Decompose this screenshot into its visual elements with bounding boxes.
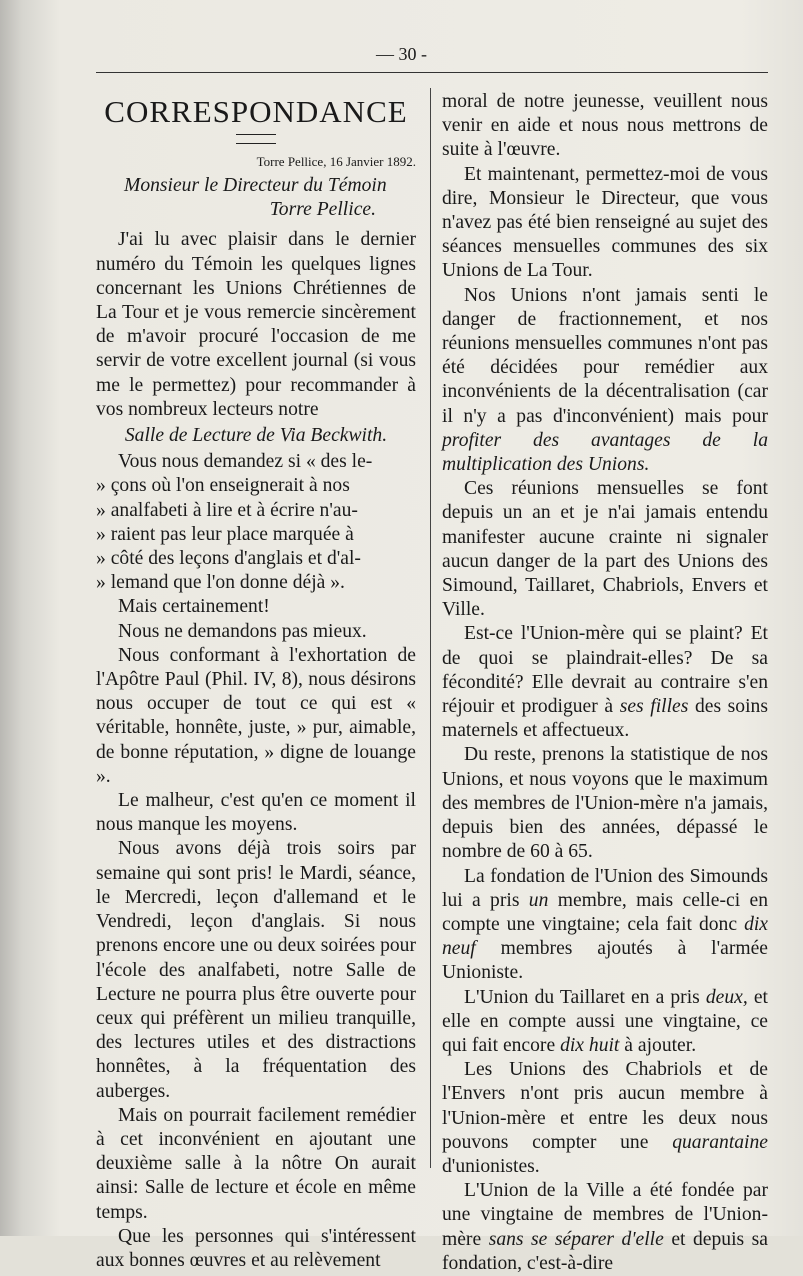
- text-run: et depuis sa fondation, c'est-à-dire: [442, 1228, 769, 1274]
- text-run: L'Union du Taillaret en a pris: [464, 986, 706, 1008]
- paragraph: Nous avons déjà trois soirs par semaine qui sont pris! le Mardi, séance, le Mercredi, leçon d'allemand et le Vendredi, leçon d'anglais. Si nous prenons encore une ou deux soirées pour l'école des analfabeti, notre Salle de Lecture ne pourra plus être ouverte pour ceux qui préfèrent un milieu tranquille, des lectures utiles et des distractions honnêtes, à la fréquentation des auberges.: [96, 838, 416, 1102]
- paragraph: [442, 622, 768, 743]
- text-run-italic: deux,: [705, 986, 748, 1008]
- page-number: — 30 -: [376, 44, 427, 64]
- text-run-italic: profiter des avantages de la multiplication des Unions.: [442, 429, 768, 476]
- dateline: Torre Pellice, 16 Janvier 1892.: [256, 154, 416, 169]
- quote-line: » raient pas leur place marquée à: [96, 523, 354, 545]
- text-run-italic: quarantaine: [672, 1131, 768, 1153]
- paragraph: [442, 865, 768, 986]
- paragraph: [442, 986, 768, 1059]
- text-run: membres ajoutés à l'armée Unioniste.: [442, 938, 768, 984]
- paragraph: Et maintenant, permettez-moi de vous dire, Monsieur le Directeur, que vous n'avez pas été bien renseigné au sujet des séances mensuelles communes des six Unions de La Tour.: [442, 163, 768, 282]
- text-run: Les Unions des Chabriols et de l'Envers n'ont pris aucun membre à l'Union-mère et entre les deux nous pouvons compter une: [442, 1059, 768, 1153]
- text-run: Nos Unions n'ont jamais senti le danger de fractionnement, et nos réunions mensuelles communes n'ont pas été décidées pour remédier aux inconvénients de la décentralisation (car il n'y a pas d'inconvénient) mais pour: [442, 284, 768, 427]
- quote-line: Vous nous demandez si « des le-: [118, 451, 373, 473]
- text-run-italic: dix huit: [560, 1034, 620, 1056]
- text-run: des soins maternels et affectueux.: [442, 696, 768, 742]
- header-rule: [96, 72, 768, 73]
- paragraph: Du reste, prenons la statistique de nos Unions, et nous voyons que le maximum des membres de l'Union-mère n'a jamais, depuis bien des années, dépassé le nombre de 60 à 65.: [442, 744, 768, 863]
- text-run-italic: sans se séparer d'elle: [488, 1228, 664, 1250]
- text-run: d'unionistes.: [442, 1155, 540, 1177]
- quote-line: » lemand que l'on donne déjà ».: [96, 572, 345, 594]
- article-heading: CORRESPONDANCE: [104, 94, 408, 129]
- paragraph: [442, 284, 768, 478]
- paragraph: Que les personnes qui s'intéressent aux bonnes œuvres et au relèvement: [96, 1225, 416, 1271]
- paragraph: Le malheur, c'est qu'en ce moment il nous manque les moyens.: [96, 790, 416, 836]
- reading-room-title: Salle de Lecture de Via Beckwith.: [124, 425, 388, 447]
- salutation-line-2: Torre Pellice.: [269, 199, 376, 221]
- text-run: et elle en compte aussi une vingtaine, ce qui fait encore: [442, 986, 769, 1056]
- paragraph: Mais certainement!: [118, 596, 270, 618]
- right-column: [442, 90, 768, 1276]
- paragraph: J'ai lu avec plaisir dans le dernier numéro du Témoin les quelques lignes concernant les Unions Chrétiennes de La Tour et je vous remercie sincèrement de m'avoir procuré l'occasion de me servir de votre excellent journal (si vous me le permettez) pour recommander à vos nombreux lecteurs notre: [96, 229, 416, 420]
- quote-line: » çons où l'on enseignerait à nos: [96, 475, 350, 497]
- quote-line: » analfabeti à lire et à écrire n'au-: [96, 499, 358, 521]
- text-run: L'Union de la Ville a été fondée par une vingtaine de membres de l'Union-mère: [442, 1180, 768, 1250]
- heading-ornament: [236, 134, 276, 144]
- text-run: Est-ce l'Union-mère qui se plaint? Et de quoi se plaindrait-elles? De sa fécondité? Elle devrait au contraire s'en réjouir et prodiguer à: [442, 623, 768, 718]
- salutation-line-1: Monsieur le Directeur du Témoin: [124, 175, 387, 196]
- paragraph: Mais on pourrait facilement remédier à cet inconvénient en ajoutant une deuxième salle à la nôtre On aurait ainsi: Salle de lecture et école en même temps.: [96, 1104, 416, 1223]
- text-run: membre, mais celle-ci en compte une vingtaine; cela fait donc: [442, 889, 768, 935]
- paragraph: moral de notre jeunesse, veuillent nous venir en aide et nous nous mettrons de suite à l'œuvre.: [442, 91, 768, 161]
- text-run-italic: dix neuf: [442, 913, 768, 960]
- paragraph: [442, 1179, 768, 1276]
- paragraph: Nous conformant à l'exhortation de l'Apôtre Paul (Phil. IV, 8), nous désirons nous occuper de tout ce qui est « véritable, honnête, juste, » pur, aimable, de bonne réputation, » digne de louange ».: [96, 644, 416, 787]
- text-run-italic: ses filles: [619, 696, 689, 718]
- text-run: à ajouter.: [619, 1034, 697, 1056]
- text-run-italic: un: [528, 889, 549, 911]
- left-column: [96, 90, 416, 1273]
- paragraph: Ces réunions mensuelles se font depuis un an et je n'ai jamais entendu manifester aucune crainte ni signaler aucun danger de la part des Unions des Simound, Taillaret, Chabriols, Envers et Ville.: [442, 478, 768, 621]
- text-run: La fondation de l'Union des Simounds lui a pris: [442, 865, 768, 911]
- column-divider: [430, 88, 431, 1168]
- quote-line: » côté des leçons d'anglais et d'al-: [96, 548, 361, 570]
- paragraph: [442, 1058, 768, 1179]
- paragraph: Nous ne demandons pas mieux.: [118, 620, 367, 642]
